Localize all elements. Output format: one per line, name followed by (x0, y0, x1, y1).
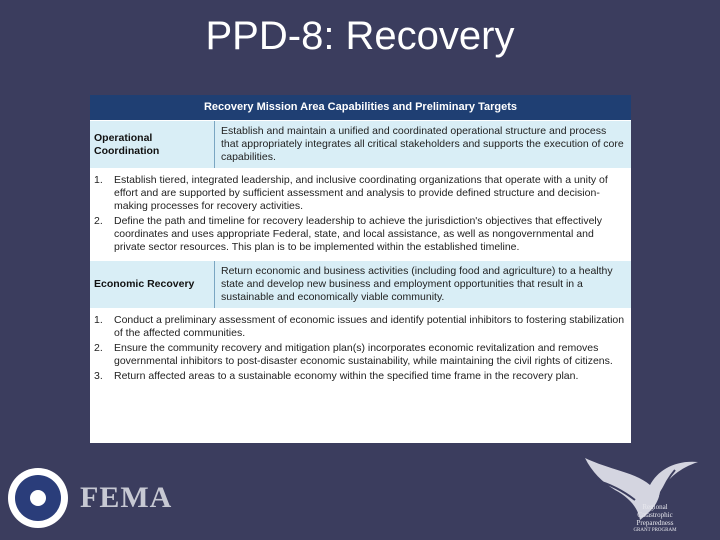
target-number: 1. (94, 314, 103, 326)
target-number: 1. (94, 174, 103, 186)
rcp-line: Preparedness (636, 519, 674, 527)
target-number: 3. (94, 370, 103, 382)
slide-title: PPD-8: Recovery (205, 14, 515, 58)
capability-name-line1: Operational (94, 131, 153, 144)
rcp-line: Catastrophic (637, 511, 673, 519)
capabilities-table (90, 95, 631, 443)
rcp-wordmark (620, 503, 690, 535)
target-item (94, 370, 625, 383)
capability-description: Return economic and business activities (including food and agriculture) to a healthy state and develop new business and employment opportunities that result in a sustainable and economically viable community. (221, 265, 613, 303)
target-list-operational (90, 168, 631, 260)
fema-logo (8, 468, 172, 528)
target-text: Establish tiered, integrated leadership, and inclusive coordinating organizations that operate with a unity of effort and are supported by sufficient assessment and analysis to provide defined structure and decision-making processes for recovery activities. (114, 174, 608, 212)
target-number: 2. (94, 215, 103, 227)
dhs-seal-icon (8, 468, 68, 528)
fema-wordmark: FEMA (80, 481, 173, 514)
target-item (94, 174, 625, 213)
target-text: Define the path and timeline for recovery leadership to achieve the jurisdiction's objectives that effectively coordinates and uses appropriate Federal, state, and local assistance, as well as nongovernmental and private sector resources. This plan is to be implemented within the established timeline. (114, 215, 602, 253)
rcp-line: Regional (642, 503, 668, 511)
target-text: Ensure the community recovery and mitigation plan(s) incorporates economic revitalization and removes governmental inhibitors to post-disaster economic sustainability, while maintaining the civil rights of citizens. (114, 342, 613, 367)
target-item (94, 314, 625, 340)
capability-name-line2: Coordination (94, 144, 160, 157)
target-item (94, 342, 625, 368)
table-header: Recovery Mission Area Capabilities and Preliminary Targets (90, 95, 631, 120)
capability-description: Establish and maintain a unified and coordinated operational structure and process that appropriately integrates all critical stakeholders and supports the execution of core capabilities. (221, 125, 624, 163)
capability-name (90, 261, 215, 308)
capability-row-operational (90, 120, 631, 168)
target-list-economic (90, 308, 631, 389)
capability-row-economic (90, 260, 631, 308)
capability-name-line1: Economic Recovery (94, 278, 195, 290)
target-item (94, 215, 625, 254)
rcp-line: GRANT PROGRAM (633, 528, 677, 533)
target-text: Conduct a preliminary assessment of economic issues and identify potential inhibitors to fostering stabilization of the affected communities. (114, 314, 625, 339)
target-text: Return affected areas to a sustainable economy within the specified time frame in the recovery plan. (114, 370, 579, 382)
capability-name (90, 121, 215, 168)
target-number: 2. (94, 342, 103, 354)
